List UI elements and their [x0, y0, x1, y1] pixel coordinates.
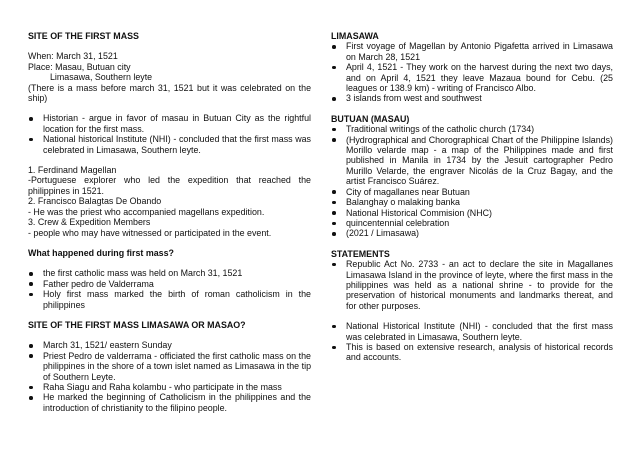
happened-list: [28, 268, 311, 310]
people-line: 2. Francisco Balagtas De Obando: [28, 196, 162, 207]
happened-heading: What happened during first mass?: [28, 247, 174, 258]
place-line: Place: Masau, Butuan city: [28, 61, 131, 72]
people-line: - people who may have witnessed or participated in the event.: [28, 227, 272, 238]
list-item: Raha Siagu and Raha kolambu - who participate in the mass: [28, 382, 311, 392]
list-item: He marked the beginning of Catholicism in the philippines and the introduction of christianity to the filipino people.: [28, 392, 311, 413]
list-item: quincentennial celebration: [331, 218, 613, 228]
butuan-heading: BUTUAN (MASAU): [331, 113, 410, 124]
list-item: City of magallanes near Butuan: [331, 187, 613, 197]
right-column: [331, 31, 613, 363]
list-item: Historian - argue in favor of masau in Butuan City as the rightful location for the first mass.: [28, 113, 311, 134]
people-section: [28, 165, 311, 238]
claims-list: [28, 113, 311, 155]
people-line: 1. Ferdinand Magellan: [28, 165, 117, 176]
place-line-2: Limasawa, Southern leyte: [50, 72, 153, 83]
list-item: 3 islands from west and southwest: [331, 93, 613, 103]
list-item: Father pedro de Valderrama: [28, 279, 311, 289]
list-item: National historical Institute (NHI) - concluded that the first mass was celebrated in Limasawa, Southern leyte.: [28, 134, 311, 155]
site-heading: SITE OF THE FIRST MASS: [28, 31, 139, 41]
list-item: National Historical Institute (NHI) - concluded that the first mass was celebrated in Limasawa, Southern leyte.: [331, 321, 613, 342]
statements-list-1: [331, 259, 613, 311]
list-item: Balanghay o malaking banka: [331, 197, 613, 207]
list-item: First voyage of Magellan by Antonio Pigafetta arrived in Limasawa on March 28, 1521: [331, 41, 613, 62]
people-line: 3. Crew & Expedition Members: [28, 217, 151, 228]
site2-list: [28, 340, 311, 413]
when-line: When: March 31, 1521: [28, 51, 118, 62]
limasawa-list: [331, 41, 613, 103]
left-column: [28, 31, 311, 413]
list-item: (Hydrographical and Chorographical Chart of the Philippine Islands) Morillo velarde map - a map of the Philippines made and first published in Manila in 1734 by the Jesuit cartographer Pedro Murillo Velarde, the engraver Nicolás de la Cruz Bagay, and the artist Francisco Suárez.: [331, 135, 613, 187]
list-item: Republic Act No. 2733 - an act to declare the site in Magallanes Limasawa Island in the province of leyte, where the first mass in the philippines was held as a national shrine - to provide for the preservation of historical monuments and landmarks thereat, and for other purposes.: [331, 259, 613, 311]
list-item: Holy first mass marked the birth of roman catholicism in the philippines: [28, 289, 311, 310]
list-item: March 31, 1521/ eastern Sunday: [28, 340, 311, 350]
butuan-list: [331, 124, 613, 238]
site2-heading: SITE OF THE FIRST MASS LIMASAWA OR MASAO?: [28, 319, 246, 330]
statements-list-2: [331, 321, 613, 363]
list-item: Priest Pedro de valderrama - officiated the first catholic mass on the philippines in the shore of a town islet named as Limasawa in the tip of Southern Leyte.: [28, 351, 311, 382]
people-line: - He was the priest who accompanied magellans expedition.: [28, 206, 265, 217]
list-item: (2021 / Limasawa): [331, 228, 613, 238]
list-item: This is based on extensive research, analysis of historical records and accounts.: [331, 342, 613, 363]
people-line: -Portuguese explorer who led the expedition that reached the philippines in 1521.: [28, 175, 311, 196]
statements-heading: STATEMENTS: [331, 248, 390, 259]
list-item: April 4, 1521 - They work on the harvest during the next two days, and on April 4, 1521 they leave Mazaua bound for Cebu. (25 leagues or 138.9 km) - writing of Francisco Albo.: [331, 62, 613, 93]
ship-note: (There is a mass before march 31, 1521 but it was celebrated on the ship): [28, 82, 311, 104]
list-item: National Historical Commision (NHC): [331, 208, 613, 218]
list-item: Traditional writings of the catholic church (1734): [331, 124, 613, 134]
list-item: the first catholic mass was held on March 31, 1521: [28, 268, 311, 278]
limasawa-heading: LIMASAWA: [331, 31, 379, 41]
